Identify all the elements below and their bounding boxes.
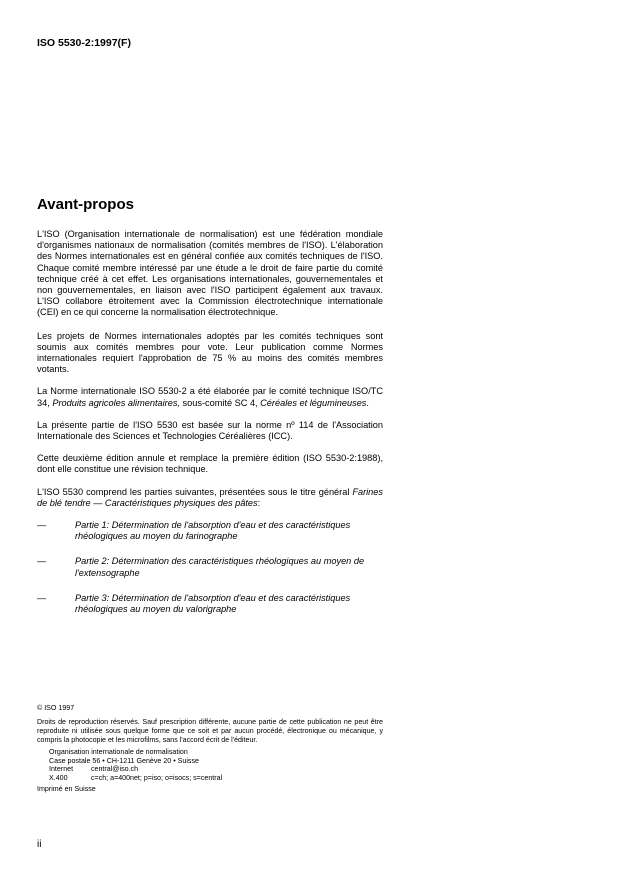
part-1-title: Partie 1: Détermination de l'absorption d'eau et des caractéristiques rhéologiques au moyen du farinographe [75, 520, 351, 542]
part-3-title: Partie 3: Détermination de l'absorption d'eau et des caractéristiques rhéologiques au moyen du valorigraphe [75, 592, 351, 615]
printed-in: Imprimé en Suisse [37, 785, 96, 794]
list-dash: — [37, 520, 47, 531]
foreword-paragraph-5: Cette deuxième édition annule et remplace la première édition (ISO 5530-2:1988), dont elle constitue une révision technique. [37, 453, 383, 475]
list-dash: — [37, 592, 47, 603]
list-item [37, 556, 383, 578]
x400-row [49, 774, 383, 783]
publisher-address [37, 748, 383, 784]
page-number: ii [37, 839, 42, 850]
p3-text-a: La Norme internationale ISO 5530-2 a été élaborée par le comité technique ISO/TC 34, [37, 386, 383, 408]
foreword-body [37, 229, 383, 629]
foreword-heading: Avant-propos [37, 196, 134, 213]
rights-statement: Droits de reproduction réservés. Sauf prescription différente, aucune partie de cette publication ne peut être reproduite ni utilisée sous quelque forme que ce soit et par aucun procédé, électronique ou mécanique, y compris la photocopie et les microfilms, sans l'accord écrit de l'éditeur. [37, 717, 383, 744]
copyright-footer [37, 704, 383, 794]
p3-text-e: . [366, 397, 369, 408]
foreword-paragraph-6 [37, 487, 383, 509]
p3-subcommittee-title: Céréales et légumineuses [260, 397, 367, 408]
list-item [37, 520, 383, 542]
internet-address: central@iso.ch [91, 765, 139, 774]
copyright-notice: © ISO 1997 [37, 704, 75, 712]
p6-text-a: L'ISO 5530 comprend les parties suivantes, présentées sous le titre général [37, 486, 353, 497]
p3-committee-title: Produits agricoles alimentaires, [52, 397, 180, 408]
foreword-paragraph-3 [37, 386, 383, 408]
x400-address: c=ch; a=400net; p=iso; o=isocs; s=central [91, 774, 223, 783]
p3-text-c: sous-comité SC 4, [180, 397, 261, 408]
part-2-title: Partie 2: Détermination des caractéristiques rhéologiques au moyen de l'extensographe [75, 556, 365, 578]
internet-label: Internet [49, 765, 74, 774]
p6-general-title: Farines de blé tendre — Caractéristiques physiques des pâtes [37, 486, 383, 508]
organization-name: Organisation internationale de normalisation [49, 747, 188, 756]
document-id: ISO 5530-2:1997(F) [37, 37, 131, 49]
x400-label: X.400 [49, 774, 68, 783]
foreword-paragraph-4: La présente partie de l'ISO 5530 est basée sur la norme nº 114 de l'Association Internationale des Sciences et Technologies Céréalières (ICC). [37, 419, 383, 442]
list-dash: — [37, 556, 47, 567]
foreword-paragraph-1: L'ISO (Organisation internationale de normalisation) est une fédération mondiale d'organismes nationaux de normalisation (comités membres de l'ISO). L'élaboration des Normes internationales est en général confiée aux comités techniques de l'ISO. Chaque comité membre intéressé par une étude a le droit de faire partie du comité technique créé à cet effet. Les organisations internationales, gouvernementales et non gouvernementales, en liaison avec l'ISO participent également aux travaux. L'ISO collabore étroitement avec la Commission électrotechnique internationale (CEI) en ce qui concerne la normalisation électrotechnique. [37, 229, 383, 318]
internet-row [49, 765, 383, 774]
postal-address: Case postale 56 • CH-1211 Genève 20 • Suisse [49, 756, 199, 765]
p6-text-c: : [257, 497, 261, 508]
list-item [37, 593, 383, 615]
foreword-paragraph-2: Les projets de Normes internationales adoptés par les comités techniques sont soumis aux comités membres pour vote. Leur publication comme Normes internationales requiert l'approbation de 75 % au moins des comités membres votants. [37, 330, 383, 375]
